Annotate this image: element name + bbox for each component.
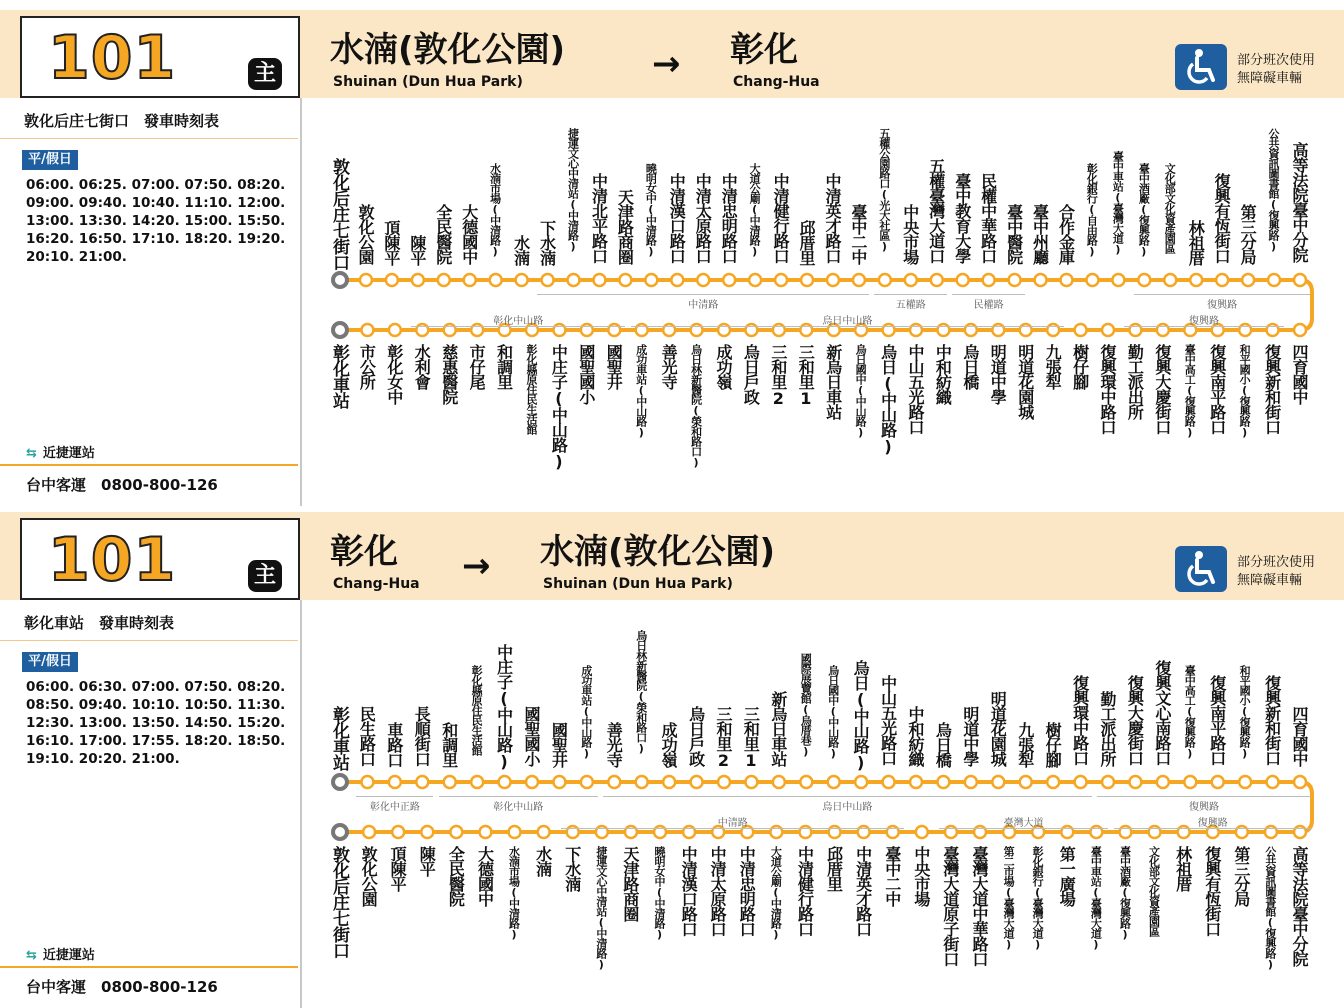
bottom-stop-name: 全民醫院 (446, 846, 466, 906)
road-segment-label: 民權路 (973, 300, 1004, 311)
top-stop-name: 臺中醫院 (1004, 204, 1024, 264)
top-stop-dot (490, 274, 502, 286)
top-stop-dot (1138, 274, 1150, 286)
top-stop-name: 全民醫院 (433, 204, 453, 264)
top-stop-dot (386, 274, 398, 286)
top-stop-name: 國聖井 (549, 721, 569, 767)
top-stop-name: 臺中教育大學 (952, 173, 972, 263)
top-stop-name: 烏日國中(中山路) (826, 664, 840, 759)
top-stop-name: 大道公廟(中清路) (748, 162, 762, 257)
top-stop-dot (464, 274, 476, 286)
top-stop-dot (1212, 776, 1224, 788)
route-number: 101 (48, 525, 177, 595)
top-stop-name: 中清太原路口 (693, 173, 713, 263)
bottom-stop-name: 臺中高工(復興路) (1183, 344, 1197, 438)
top-stop-name: 臺中高工(復興路) (1183, 664, 1197, 759)
top-stop-dot (1216, 274, 1228, 286)
top-stop-name: 第三分局 (1238, 204, 1258, 264)
bottom-stop-name: 烏日林新醫院(榮和路口) (689, 344, 703, 468)
bottom-stop-name: 高等法院臺中分院 (1290, 846, 1309, 966)
bottom-stop-name: 中清英才路口 (853, 846, 873, 936)
bottom-stop-name: 中庄子(中山路) (549, 344, 569, 470)
top-stop-name: 車路口 (384, 721, 404, 767)
bottom-stop-name: 成功嶺 (714, 344, 733, 389)
bottom-stop-name: 勤工派出所 (1125, 344, 1145, 419)
mrt-transfer-icon: ⇆ (26, 446, 37, 461)
top-stop-dot (828, 776, 840, 788)
bottom-stop-name: 臺灣大道原子街口 (940, 846, 960, 966)
top-stop-dot (983, 274, 995, 286)
top-stop-dot (910, 776, 922, 788)
bottom-stop-dot (363, 826, 375, 838)
top-stop-name: 和調里 (439, 721, 459, 767)
bottom-stop-name: 復興大慶街口 (1152, 344, 1172, 434)
top-stop-name: 臺中酒廠(復興路) (1137, 162, 1151, 257)
top-stop-dot (389, 776, 401, 788)
bottom-stop-name: 烏日橋 (960, 344, 980, 389)
direction-arrow: → (652, 44, 681, 84)
top-stop-name: 臺中二中 (848, 204, 868, 264)
road-segment-label: 彰化中正路 (369, 802, 420, 813)
top-stop-name: 善光寺 (604, 721, 624, 767)
top-stop-name: 合作金庫 (1056, 204, 1076, 264)
top-stop-name: 民生路口 (357, 706, 377, 766)
top-stop-name: 中清北平路口 (589, 173, 609, 263)
timetable-panel-2 (0, 512, 1344, 1008)
bottom-stop-name: 敦化公園 (359, 846, 379, 906)
top-stop-dot (1035, 274, 1047, 286)
origin-stop-label: 彰化車站 發車時刻表 (24, 614, 175, 632)
top-stop-name: 下水湳 (537, 219, 557, 265)
top-stop-dot (619, 274, 631, 286)
bottom-stop-dot (916, 826, 928, 838)
top-stop-name: 復興大慶街口 (1125, 675, 1145, 765)
bottom-stop-name: 九張犁 (1043, 344, 1063, 389)
top-stop-name: 水湳市場(中清路) (488, 162, 502, 257)
timetable-panel-1 (0, 10, 1344, 506)
origin-title-en: Chang-Hua (333, 576, 420, 592)
top-stop-dot (1294, 776, 1306, 788)
top-stop-dot (333, 273, 347, 287)
bottom-stop-name: 水利會 (412, 344, 432, 389)
bottom-stop-name: 彰化銀行(臺灣大道) (1031, 846, 1045, 950)
origin-stop-label: 敦化后庄七街口 發車時刻表 (24, 112, 220, 130)
top-stop-dot (1267, 776, 1279, 788)
mrt-legend: ⇆ 近捷運站 (26, 446, 95, 461)
bottom-stop-dot (479, 826, 491, 838)
bottom-stop-name: 國聖井 (604, 344, 624, 389)
bottom-stop-name: 市仔尾 (467, 344, 487, 389)
bottom-stop-name: 天津路商圈 (620, 846, 640, 921)
road-segment-line (356, 796, 433, 797)
road-segment-label: 臺灣大道 (1003, 818, 1044, 829)
top-stop-dot (581, 776, 593, 788)
top-stop-name: 五權臺灣大道口 (926, 157, 946, 263)
top-stop-name: 中清英才路口 (822, 173, 842, 263)
top-stop-dot (853, 274, 865, 286)
top-stop-name: 中央市場 (900, 204, 920, 264)
bottom-stop-name: 頂陳平 (388, 846, 408, 891)
top-stop-name: 烏日橋 (933, 721, 953, 767)
bottom-stop-name: 陳平 (417, 846, 437, 876)
top-stop-name: 國聖國小 (522, 706, 541, 766)
top-stop-dot (1020, 776, 1032, 788)
road-segment-label: 五權路 (895, 300, 926, 311)
bottom-stop-name: 公共資訊圖書館(復興路) (1263, 846, 1277, 970)
mrt-transfer-icon: ⇆ (26, 948, 37, 963)
bottom-stop-name: 中清健行路口 (795, 846, 815, 936)
route-number-box (20, 518, 300, 600)
top-stop-name: 臺中州廳 (1030, 204, 1050, 264)
top-stop-name: 烏日戶政 (686, 706, 706, 766)
top-stop-name: 復興新和街口 (1262, 675, 1282, 765)
bottom-stop-name: 中清漢口路口 (679, 846, 699, 936)
bottom-stop-name: 水湳 (533, 846, 553, 876)
top-stop-name: 中庄子(中山路) (494, 644, 514, 770)
bottom-stop-dot (389, 324, 401, 336)
bottom-stop-name: 下水湳 (562, 846, 582, 891)
bottom-stop-name: 成功車站(中山路) (634, 344, 648, 438)
top-stop-dot (608, 776, 620, 788)
bottom-stop-name: 慈惠醫院 (439, 344, 459, 404)
top-stop-dot (965, 776, 977, 788)
top-stop-dot (361, 776, 373, 788)
top-stop-dot (883, 776, 895, 788)
top-stop-dot (645, 274, 657, 286)
bottom-stop-name: 臺中車站(臺灣大道) (1089, 846, 1103, 950)
bottom-stop-name: 曉明女中(中清路) (653, 846, 666, 940)
top-stop-name: 林祖厝 (1186, 219, 1206, 265)
top-stop-dot (691, 776, 703, 788)
wheelchair-icon (1175, 44, 1227, 90)
bottom-stop-name: 彰化車站 (329, 344, 349, 408)
top-stop-dot (1112, 274, 1124, 286)
top-stop-dot (1157, 776, 1169, 788)
bottom-stop-dot (509, 826, 521, 838)
top-stop-name: 天津路商圈 (615, 188, 635, 264)
top-stop-dot (1184, 776, 1196, 788)
bottom-stop-dot (333, 323, 347, 337)
top-stop-dot (957, 274, 969, 286)
top-stop-name: 彰化縣原住民生活館 (470, 664, 484, 755)
road-segment-label: 復興路 (1188, 802, 1219, 813)
bottom-stop-name: 烏日戶政 (741, 344, 761, 404)
accessible-vehicle-note: 部分班次使用 無障礙車輛 (1237, 555, 1316, 588)
top-stop-name: 和平國小(復興路) (1238, 664, 1252, 759)
top-stop-dot (333, 775, 347, 789)
destination-title-en: Shuinan (Dun Hua Park) (543, 576, 733, 592)
top-stop-dot (879, 274, 891, 286)
bottom-stop-dot (1294, 324, 1306, 336)
bottom-stop-name: 復興新和街口 (1262, 344, 1282, 434)
top-stop-dot (444, 776, 456, 788)
bottom-stop-name: 市公所 (357, 344, 377, 389)
day-type-badge: 平/假日 (22, 652, 78, 672)
top-stop-name: 烏日林新醫院(榮和路口) (634, 630, 648, 754)
top-stop-name: 復興有恆街口 (1212, 173, 1232, 263)
bottom-stop-name: 新烏日車站 (823, 344, 843, 419)
bottom-stop-name: 大道公廟(中清路) (769, 846, 783, 940)
bottom-stop-dot (538, 826, 550, 838)
top-stop-name: 烏日(中山路) (851, 659, 871, 771)
departure-times: 06:00. 06:30. 07:00. 07:50. 08:20. 08:50. 09:40. 10:10. 10:50. 11:30. 12:30. 13:00. 13:50. 14:50. 15:20. 16:10. 17:00. 17:55. 18:20. 18:50. 19:10. 20:20. 21:00. (26, 679, 286, 767)
main-route-badge: 主 (248, 58, 282, 90)
top-stop-dot (671, 274, 683, 286)
top-stop-dot (1164, 274, 1176, 286)
road-segment-label: 復興路 (1197, 818, 1228, 829)
bottom-stop-name: 中清忠明路口 (737, 846, 757, 936)
top-stop-name: 三和里2 (714, 706, 733, 769)
bottom-stop-name: 國聖國小 (576, 344, 596, 404)
destination-title: 水湳(敦化公園) (540, 532, 776, 572)
top-stop-name: 中和紡織 (906, 706, 925, 766)
top-stop-name: 中清忠明路口 (719, 173, 739, 263)
bottom-stop-name: 中和紡織 (933, 344, 953, 404)
top-stop-dot (1242, 274, 1254, 286)
bottom-stop-name: 大德國中 (475, 846, 495, 906)
road-segment-label: 彰化中山路 (493, 802, 544, 813)
top-stop-dot (471, 776, 483, 788)
top-stop-dot (1075, 776, 1087, 788)
route-number-box (20, 16, 300, 98)
top-stop-name: 復興南平路口 (1207, 675, 1227, 765)
top-stop-name: 敦化后庄七街口 (329, 157, 349, 270)
bottom-stop-dot (1075, 324, 1087, 336)
road-segment-label: 中清路 (688, 300, 719, 311)
top-stop-dot (931, 274, 943, 286)
top-stop-name: 陳平 (407, 235, 427, 265)
bottom-stop-name: 第二市場(臺灣大道) (1002, 846, 1016, 950)
top-stop-dot (1239, 776, 1251, 788)
top-stop-dot (1047, 776, 1059, 788)
bottom-stop-name: 第三分局 (1231, 846, 1251, 906)
top-stop-dot (1294, 274, 1306, 286)
top-stop-name: 成功車站(中山路) (579, 664, 593, 759)
top-stop-name: 頂陳平 (381, 219, 401, 265)
road-segment-line (603, 796, 1091, 797)
top-stop-dot (526, 776, 538, 788)
bottom-stop-name: 林祖厝 (1173, 846, 1193, 891)
bottom-stop-name: 文化部文化資產園區 (1147, 846, 1161, 936)
top-stop-name: 高等法院臺中分院 (1290, 142, 1309, 262)
road-segment-line (1134, 294, 1310, 295)
company-contact: 台中客運 0800-800-126 (26, 476, 218, 494)
top-stop-dot (992, 776, 1004, 788)
top-stop-name: 臺中車站(臺灣大道) (1111, 151, 1125, 255)
bottom-stop-name: 樹仔腳 (1070, 344, 1090, 389)
top-stop-dot (438, 274, 450, 286)
top-stop-dot (1086, 274, 1098, 286)
direction-arrow: → (462, 546, 491, 586)
top-stop-dot (800, 776, 812, 788)
bottom-stop-name: 烏日國中(中山路) (854, 344, 868, 438)
top-stop-dot (723, 274, 735, 286)
bottom-stop-name: 捷運文心中清站(中清路) (594, 846, 608, 970)
road-segment-label: 烏日中山路 (822, 802, 873, 813)
top-stop-name: 水湳 (511, 235, 531, 265)
bottom-stop-dot (392, 826, 404, 838)
top-stop-dot (542, 274, 554, 286)
main-route-badge: 主 (248, 560, 282, 592)
top-stop-dot (773, 776, 785, 788)
top-stop-name: 敦化公園 (355, 204, 375, 264)
top-stop-name: 長順街口 (412, 706, 432, 766)
top-stop-name: 曉明女中(中清路) (644, 162, 658, 257)
road-segment-line (537, 294, 869, 295)
bottom-stop-name: 臺中酒廠(復興路) (1118, 846, 1132, 940)
top-stop-name: 中清漢口路口 (667, 173, 687, 263)
top-stop-name: 明道花園城 (988, 690, 1008, 766)
top-stop-dot (937, 776, 949, 788)
top-stop-dot (499, 776, 511, 788)
top-stop-dot (745, 776, 757, 788)
top-stop-dot (516, 274, 528, 286)
bottom-stop-name: 復興環中路口 (1098, 344, 1117, 434)
top-stop-name: 國際展覽館(烏厝巷) (799, 653, 813, 757)
bottom-stop-name: 三和里1 (796, 344, 816, 407)
top-stop-name: 明道中學 (960, 706, 980, 766)
top-stop-name: 大德國中 (459, 204, 479, 264)
bottom-stop-name: 臺灣大道中華路口 (970, 846, 989, 966)
road-segment-line (1097, 796, 1311, 797)
top-stop-dot (593, 274, 605, 286)
top-stop-name: 勤工派出所 (1098, 690, 1117, 766)
road-segment-label: 烏日中山路 (822, 316, 873, 327)
destination-title: 彰化 (730, 30, 798, 70)
road-segment-label: 中清路 (717, 818, 748, 829)
bottom-stop-dot (421, 826, 433, 838)
road-segment-label: 復興路 (1207, 300, 1238, 311)
top-stop-dot (905, 274, 917, 286)
bottom-stop-name: 第一廣場 (1057, 846, 1077, 906)
bottom-stop-dot (333, 825, 347, 839)
top-stop-dot (1129, 776, 1141, 788)
top-stop-name: 邱厝里 (797, 219, 817, 265)
mrt-legend: ⇆ 近捷運站 (26, 948, 95, 963)
road-segment-label: 復興路 (1188, 316, 1219, 327)
top-stop-name: 復興文心南路口 (1152, 659, 1172, 765)
top-stop-dot (718, 776, 730, 788)
bottom-stop-name: 水湳市場(中清路) (507, 846, 521, 940)
top-stop-name: 復興環中路口 (1070, 675, 1090, 765)
route-number: 101 (48, 23, 177, 93)
top-stop-dot (663, 776, 675, 788)
bottom-stop-name: 彰化縣原住民生活館 (525, 344, 538, 434)
top-stop-dot (749, 274, 761, 286)
bottom-stop-name: 彰化女中 (384, 344, 404, 404)
top-stop-dot (827, 274, 839, 286)
bottom-stop-name: 邱厝里 (824, 846, 844, 891)
bottom-stop-dot (1102, 324, 1114, 336)
bottom-stop-name: 中央市場 (911, 846, 931, 906)
bottom-stop-name: 中清太原路口 (708, 846, 728, 936)
bottom-stop-name: 臺中二中 (882, 846, 902, 906)
bottom-stop-name: 和平國小(復興路) (1238, 344, 1252, 438)
top-stop-dot (1268, 274, 1280, 286)
origin-title: 彰化 (330, 532, 398, 572)
top-stop-name: 捷運文心中清站(中清路) (566, 128, 580, 252)
top-stop-name: 五權公園路口(光大社區) (877, 128, 891, 252)
top-stop-dot (1060, 274, 1072, 286)
top-stop-name: 公共資訊圖書館(復興路) (1267, 128, 1281, 252)
bottom-stop-name: 復興南平路口 (1207, 344, 1227, 434)
top-stop-dot (697, 274, 709, 286)
route-stops-diagram (300, 98, 1344, 506)
bottom-stop-name: 善光寺 (659, 344, 679, 389)
top-stop-name: 彰化車站 (329, 706, 349, 770)
top-stop-name: 三和里1 (741, 706, 761, 769)
top-stop-dot (855, 776, 867, 788)
top-stop-dot (775, 274, 787, 286)
top-stop-name: 中清健行路口 (771, 173, 791, 263)
top-stop-dot (1009, 274, 1021, 286)
road-segment-line (874, 294, 947, 295)
top-stop-name: 新烏日車站 (768, 690, 788, 766)
road-segment-line (439, 796, 598, 797)
bottom-stop-dot (450, 826, 462, 838)
top-stop-dot (1190, 274, 1202, 286)
top-stop-name: 中山五光路口 (878, 675, 898, 765)
top-stop-dot (568, 274, 580, 286)
origin-title: 水湳(敦化公園) (330, 30, 566, 70)
bottom-stop-name: 和調里 (494, 344, 514, 389)
bottom-stop-name: 明道花園城 (1015, 344, 1035, 419)
top-stop-dot (1102, 776, 1114, 788)
top-stop-name: 樹仔腳 (1043, 721, 1063, 767)
top-stop-name: 成功嶺 (659, 721, 679, 767)
road-segment-line (952, 294, 1025, 295)
top-stop-name: 四育國中 (1290, 706, 1309, 766)
bottom-stop-name: 三和里2 (768, 344, 788, 407)
bottom-stop-name: 復興有恆街口 (1202, 846, 1222, 936)
top-stop-dot (416, 776, 428, 788)
top-stop-dot (412, 274, 424, 286)
bottom-stop-name: 敦化后庄七街口 (329, 846, 349, 958)
accessible-vehicle-note: 部分班次使用 無障礙車輛 (1237, 53, 1316, 86)
top-stop-name: 民權中華路口 (978, 173, 998, 263)
top-stop-name: 文化部文化資產園區 (1163, 162, 1177, 253)
top-stop-dot (801, 274, 813, 286)
top-stop-dot (360, 274, 372, 286)
origin-title-en: Shuinan (Dun Hua Park) (333, 74, 523, 90)
route-stops-diagram (300, 600, 1344, 1008)
road-segment-label: 彰化中山路 (493, 316, 544, 327)
company-contact: 台中客運 0800-800-126 (26, 978, 218, 996)
top-stop-dot (636, 776, 648, 788)
top-stop-dot (553, 776, 565, 788)
top-stop-name: 彰化銀行(自由路) (1085, 162, 1099, 257)
departure-times: 06:00. 06:25. 07:00. 07:50. 08:20. 09:00. 09:40. 10:40. 11:10. 12:00. 13:00. 13:30. 14:20. 15:00. 15:50. 16:20. 16:50. 17:10. 18:20. 19:20. 20:10. 21:00. (26, 177, 286, 265)
bottom-stop-name: 烏日(中山路) (878, 344, 898, 455)
destination-title-en: Chang-Hua (733, 74, 820, 90)
bottom-stop-name: 明道中學 (988, 344, 1008, 404)
bottom-stop-name: 四育國中 (1290, 344, 1309, 404)
top-stop-name: 九張犁 (1015, 721, 1035, 767)
bottom-stop-dot (361, 324, 373, 336)
day-type-badge: 平/假日 (22, 150, 78, 170)
wheelchair-icon (1175, 546, 1227, 592)
bottom-stop-name: 中山五光路口 (906, 344, 925, 434)
